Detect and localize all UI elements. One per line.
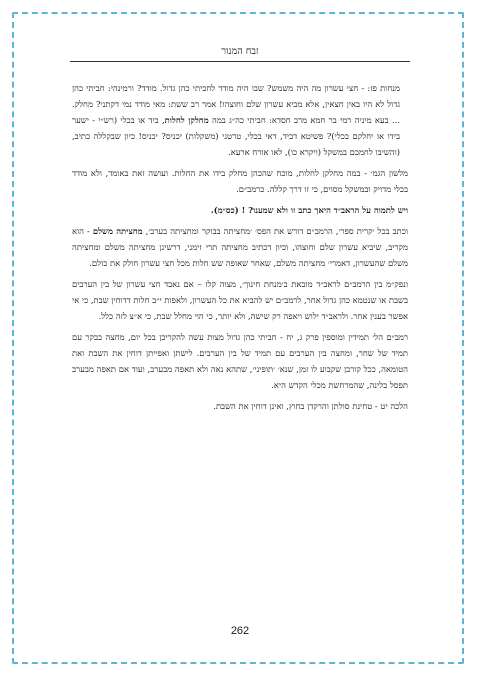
paragraph-halacha [72,398,408,414]
paragraph-text: רמב״ם הל׳ תמידין ומוספין פרק ג, יח - חביתי כהן גדול מצות עשה להקריבן בכל יום, מחצה בבקר עם תמיד של שחר, ומחצה בין הערבים עם תמיד של בין הערבים. לישתן ואפייתן דוחין את השבת ואת הטומאה, ככל קורבן שקבוע לו זמן, שנא׳ ׳תופיני׳, שתהא נאה ולא תאפה מבערב, ועוד אם תאפה מבערב תפסל בלינה, שהמרחשת מכלי הקדש היא. [72,332,408,390]
paragraph-minchat-chinuch [72,276,408,324]
paragraph-gemara-quote [72,80,408,160]
page-number: 262 [230,625,250,637]
page-body [72,80,408,419]
header-divider [70,61,410,62]
paragraph-bold: מחציתה משלם [92,226,143,236]
paragraph-text: וכתב בכל ׳קרית ספר׳, הרמב״ם דורש את הפס׳ ׳מחציתה בבוקר ומחציתה בערב׳, [142,226,409,236]
paragraph-text: הלכה יט - טחינת סולתן והרקדן בחוץ, ואינן דוחין את השבת. [213,401,408,411]
paragraph-rambam [72,329,408,393]
paragraph-bold: מחלקן לחלות [164,115,209,125]
paragraph-text: מלשון הגמ׳ - במה מחלקן לחלות, מוכח שהכהן מחלק בידו את החלות. ועושה זאת באומד, ולא מודד בכלי מדויק ובמשקל מסוים, כי זו דרך קללה. כרמב״ם. [72,168,408,194]
paragraph-text: - הוא מקריב, שיביא עשרון שלם וחוצהו, וכיון דכתיב מחציתה תרי זימני, דרשינן מחציתה משלם ומחציתה משלם שהעשרון, דאמרי׳ מחציתה משלם, שאחר שאופה שש חלות מכל חצי עשרון חולק את כולם. [72,226,408,268]
paragraph-text: ויש לתמוה על הראב״ד היאך כתב זו ולא שמענו? ! (כס״מ). [210,205,408,215]
paragraph-question [72,202,408,218]
running-header: זבח המנור [221,46,259,57]
paragraph-text: מנחות פז: - חצי עשרון מה היה משמש? שבו היה מודד לחביתי כהן גדול. מודד? ורמינהי: חביתי כהן גדול לא היו באין חצאין, אלא מביא עשרון שלם וחוצהו! אמר רב ששת: מאי מודד נמי דקתני? מחלק. ... בעא מיניה רמי בר חמא מרב חסדא: חביתי כה״ג במה [72,83,400,125]
paragraph-text: ונפק״מ בין הרמב״ם לראב״ד מובאת ב׳מנחת חינוך׳, מצוה קלז – אם נאבד חצי עשרון של בין הערבים בשבת או שנטמא כהן גדול אחר, לרמב״ם יש להביא את כל העשרון, ולאפות י״ב חלות דדוחין שבת, כי אי אפשר בענין אחר. ולראב״ד ילוש ויאפה רק שישה, ולא יותר, כי הוי מחלל שבת, כי א״צ לזה כלל. [72,279,408,321]
paragraph-commentary [72,165,408,197]
paragraph-text: , ביד או בכלי (רש״י - ישער בידו או יחלקם בכלי)? פשיטא דביד, דאי בכלי, טרטני (משקלות) יכניס? יכניס! כיון שבקללה כתיב, (והשיבו לחמכם במשקל (ויקרא כו), לאו אורח ארעא. [72,115,400,157]
paragraph-kiryat-sefer [72,223,408,271]
